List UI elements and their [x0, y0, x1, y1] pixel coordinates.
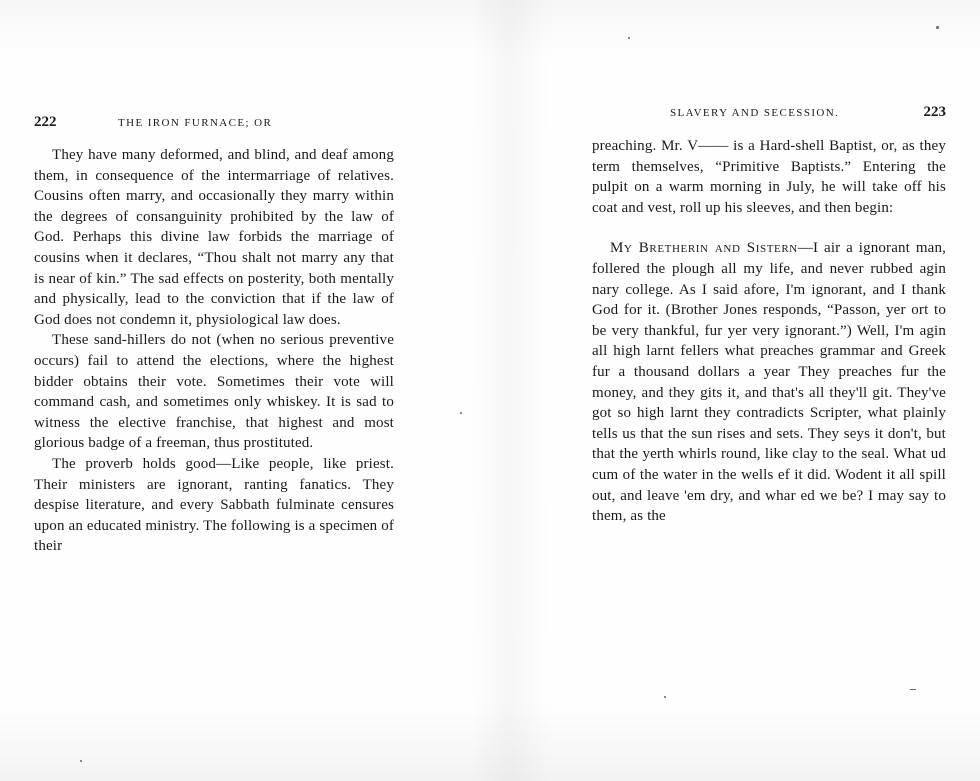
book-gutter: [470, 0, 550, 781]
left-page: [34, 114, 394, 557]
left-paragraph-3: The proverb holds good—Like people, like priest. Their ministers are ignorant, ranting fanatics. They despise literature, and every Sabbath fulminate censures upon an educated ministry. The following is a specimen of their: [34, 455, 394, 555]
right-running-head: [592, 104, 946, 126]
scan-speck: [80, 760, 82, 762]
left-page-number: 222: [34, 114, 57, 130]
right-page-number: 223: [923, 104, 946, 120]
sermon-text: —I air a ignorant man, follered the plough all my life, and never rubbed agin nary college. As I said afore, I'm ignorant, and I thank God for it. (Brother Jones responds, “Passon, yer ort to be very thankful, fur yer very ignorant.”) Well, I'm agin all high larnt fellers what preaches grammar and Greek fur a thousand dollars a year They preaches fur the money, and they gits it, and that's all they'll git. They've got so high larnt they contradicts Scripter, what plainly tells us that the sun rises and sets. They seys it don't, but that the yerth whirls round, like clay to the seal. What ud cum of the water in the wells ef it did. Wodent it all spill out, and leave 'em dry, and whar ed we be? I may say to them, as the: [592, 240, 946, 525]
right-body-text: [592, 136, 946, 527]
left-running-head: [34, 114, 394, 136]
left-paragraph-2: These sand-hillers do not (when no serious preventive occurs) fail to attend the elections, where the highest bidder obtains their vote. Sometimes their vote will command cash, and sometimes only whiskey. It is sad to witness the elective franchise, that highest and most glorious badge of a freeman, thus prostituted.: [34, 332, 394, 452]
left-paragraph-1: They have many deformed, and blind, and deaf among them, in consequence of the intermarriage of relatives. Cousins often marry, and occasionally they marry within the degrees of consanguinity prohibited by the law of God. Perhaps this divine law forbids the marriage of cousins when it declares, “Thou shalt not marry any that is near of kin.” The sad effects on posterity, both mentally and physically, lead to the conviction that if the law of God does not condemn it, physiological law does.: [34, 147, 394, 328]
scan-speck: [628, 37, 630, 39]
scan-speck: [936, 26, 939, 29]
right-page: [592, 104, 946, 527]
right-paragraph-1: preaching. Mr. V—— is a Hard-shell Baptist, or, as they term themselves, “Primitive Baptists.” Entering the pulpit on a warm morning in July, he will take off his coat and vest, roll up his sleeves, and then begin:: [592, 138, 946, 216]
scan-speck: [664, 696, 666, 698]
left-body-text: [34, 145, 394, 557]
sermon-salutation: My Bretherin and Sistern: [610, 240, 798, 257]
left-running-title: THE IRON FURNACE; OR: [118, 117, 273, 129]
right-sermon-paragraph: [592, 238, 946, 526]
right-running-title: SLAVERY AND SECESSION.: [670, 107, 840, 119]
scan-speck: [910, 689, 916, 690]
scan-speck: [460, 412, 462, 414]
